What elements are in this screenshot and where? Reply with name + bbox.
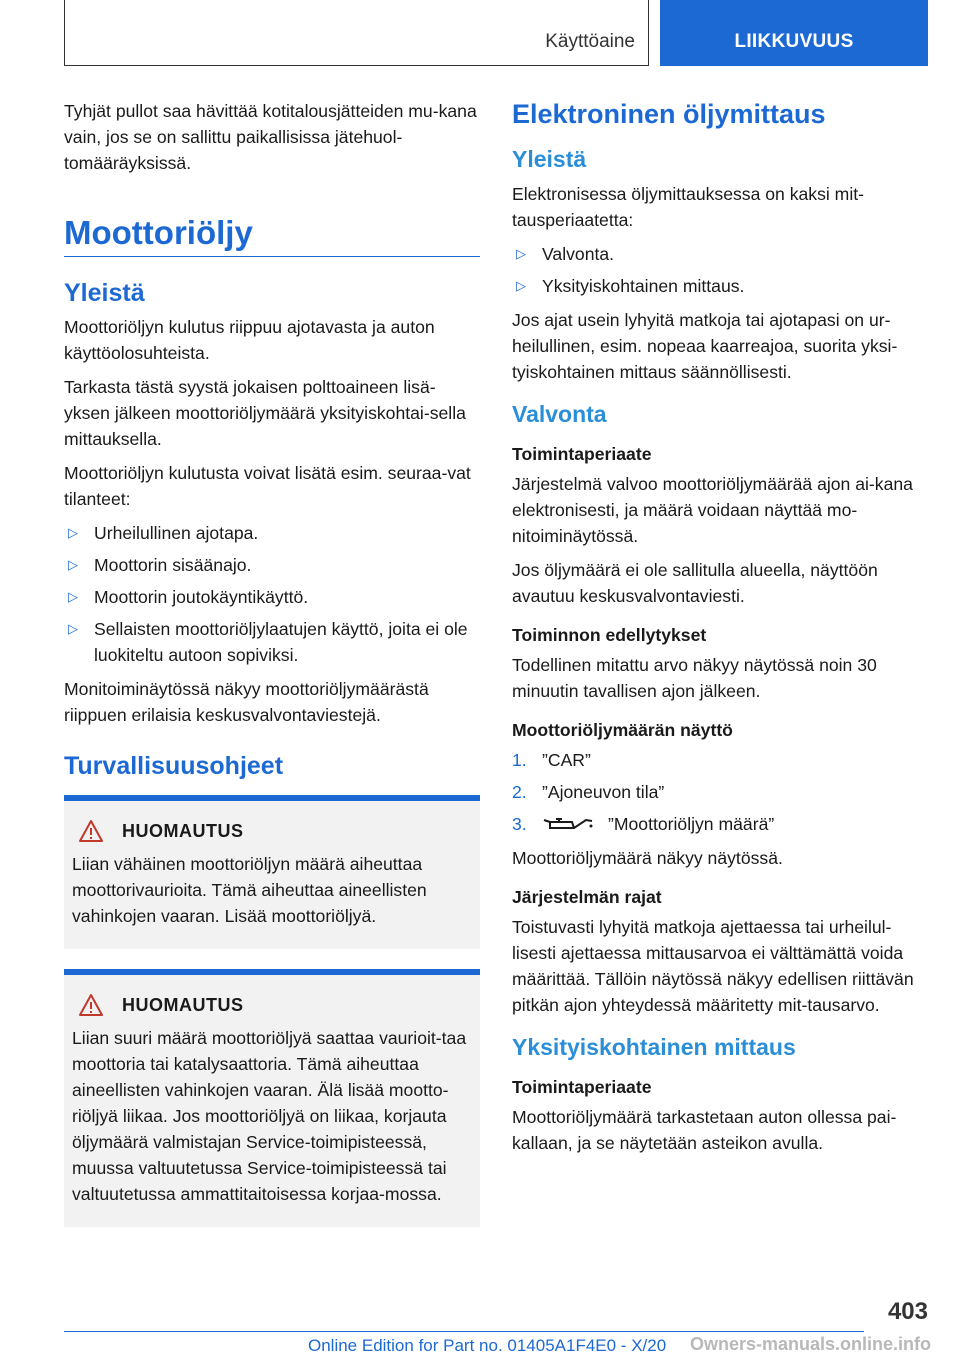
warning-box <box>64 969 480 1227</box>
left-column <box>64 98 480 1247</box>
warning-text: Liian suuri määrä moottoriöljyä saattaa vaurioit-taa moottoria tai katalysaattoria. Tämä aiheuttaa aineellisten vahinkojen vaaran. Älä lisää mootto-riöljyä liikaa. Jos moottoriöljyä on liikaa, korjauta öljymäärä valmistajan Service-toimipisteessä, muussa valtuutetussa Service-toimipisteessä tai valtuutetussa ammattitaitoisessa korjaa-mossa. <box>72 1028 467 1204</box>
paragraph: Monitoiminäytössä näkyy moottoriöljymäärästä riippuen erilaisia keskusvalvontaviestejä. <box>64 679 429 725</box>
warning-triangle-icon <box>78 993 104 1017</box>
step-number: 3. <box>512 814 527 834</box>
footer-divider <box>64 1331 864 1332</box>
list-item: ▷ Urheilullinen ajotapa. <box>64 520 480 546</box>
heading-safety: Turvallisuusohjeet <box>64 752 284 780</box>
paragraph: Moottoriöljymäärä tarkastetaan auton ollessa pai-kallaan, ja se näytetään asteikon avulla. <box>512 1107 897 1153</box>
warning-text: Liian vähäinen moottoriöljyn määrä aiheuttaa moottorivaurioita. Tämä aiheuttaa aineellisten vahinkojen vaaran. Lisää moottoriöljyä. <box>72 854 427 926</box>
heading-system-limits: Järjestelmän rajat <box>512 887 662 907</box>
list-item: 1. ”CAR” <box>512 747 926 773</box>
header-section-title: Käyttöaine <box>545 31 635 52</box>
heading-engine-oil: Moottoriöljy <box>64 214 480 257</box>
intro-paragraph: Tyhjät pullot saa hävittää kotitalousjätteiden mu-kana vain, jos se on sallittu paikallisissa jätehuol-tomääräyksissä. <box>64 101 477 173</box>
paragraph: Tarkasta tästä syystä jokaisen polttoaineen lisä-yksen jälkeen moottoriöljymäärä yksityiskohtai-sella mittauksella. <box>64 377 466 449</box>
header-chapter-tab[interactable]: LIIKKUVUUS <box>660 0 928 66</box>
warning-box <box>64 795 480 949</box>
principle-list <box>512 241 926 299</box>
triangle-bullet-icon: ▷ <box>68 557 78 572</box>
page-number: 403 <box>887 1298 928 1325</box>
display-steps-list <box>512 747 926 837</box>
list-item: ▷ Sellaisten moottoriöljylaatujen käyttö, joita ei ole luokiteltu autoon sopiviksi. <box>64 616 480 668</box>
heading-oil-display: Moottoriöljymäärän näyttö <box>512 720 733 740</box>
paragraph: Järjestelmä valvoo moottoriöljymäärää ajon ai-kana elektronisesti, ja määrä voidaan näyttää mo-nitoiminäytössä. <box>512 474 913 546</box>
watermark-text: Owners-manuals.online.info <box>690 1334 932 1354</box>
list-item: 3. ”Moottoriöljyn määrä” <box>512 811 926 837</box>
paragraph: Moottoriöljyn kulutus riippuu ajotavasta ja auton käyttöolosuhteista. <box>64 317 435 363</box>
oil-can-icon <box>542 814 594 834</box>
page-header <box>64 0 928 66</box>
warning-title: HUOMAUTUS <box>72 993 472 1017</box>
heading-general: Yleistä <box>512 146 587 172</box>
list-item: ▷ Moottorin joutokäyntikäyttö. <box>64 584 480 610</box>
triangle-bullet-icon: ▷ <box>68 525 78 540</box>
right-column <box>512 98 926 1164</box>
paragraph: Moottoriöljyn kulutusta voivat lisätä esim. seuraa-vat tilanteet: <box>64 463 471 509</box>
paragraph: Todellinen mitattu arvo näkyy näytössä noin 30 minuutin tavallisen ajon jälkeen. <box>512 655 877 701</box>
step-number: 2. <box>512 782 527 802</box>
list-item: 2. ”Ajoneuvon tila” <box>512 779 926 805</box>
consumption-list <box>64 520 480 668</box>
heading-general: Yleistä <box>64 279 145 307</box>
heading-electronic-oil: Elektroninen öljymittaus <box>512 99 826 129</box>
triangle-bullet-icon: ▷ <box>68 589 78 604</box>
heading-prerequisites: Toiminnon edellytykset <box>512 625 707 645</box>
step-number: 1. <box>512 750 527 770</box>
triangle-bullet-icon: ▷ <box>516 278 526 293</box>
heading-principle: Toimintaperiaate <box>512 444 652 464</box>
paragraph: Moottoriöljymäärä näkyy näytössä. <box>512 848 783 868</box>
list-item: ▷ Yksityiskohtainen mittaus. <box>512 273 926 299</box>
warning-triangle-icon <box>78 819 104 843</box>
triangle-bullet-icon: ▷ <box>516 246 526 261</box>
footer-edition-text: Online Edition for Part no. 01405A1F4E0 - X/20 <box>308 1336 667 1355</box>
list-item: ▷ Moottorin sisäänajo. <box>64 552 480 578</box>
heading-detailed-measurement: Yksityiskohtainen mittaus <box>512 1034 796 1060</box>
list-item: ▷ Valvonta. <box>512 241 926 267</box>
heading-principle: Toimintaperiaate <box>512 1077 652 1097</box>
paragraph: Jos ajat usein lyhyitä matkoja tai ajotapasi on ur-heilullinen, esim. nopeaa kaarreajoa, suorita yksi-tyiskohtainen mittaus säännöllisesti. <box>512 310 898 382</box>
paragraph: Elektronisessa öljymittauksessa on kaksi mit-tausperiaatetta: <box>512 184 864 230</box>
warning-title: HUOMAUTUS <box>72 819 472 843</box>
triangle-bullet-icon: ▷ <box>68 621 78 636</box>
paragraph: Toistuvasti lyhyitä matkoja ajettaessa tai urheilul-lisesti ajettaessa mittausarvoa ei välttämättä voida määrittää. Tällöin näytössä näkyy edellisen riittävän pitkän ajon yhteydessä määritetty mit-tausarvo. <box>512 917 914 1015</box>
paragraph: Jos öljymäärä ei ole sallitulla alueella, näyttöön avautuu keskusvalvontaviesti. <box>512 560 878 606</box>
heading-monitoring: Valvonta <box>512 401 607 427</box>
